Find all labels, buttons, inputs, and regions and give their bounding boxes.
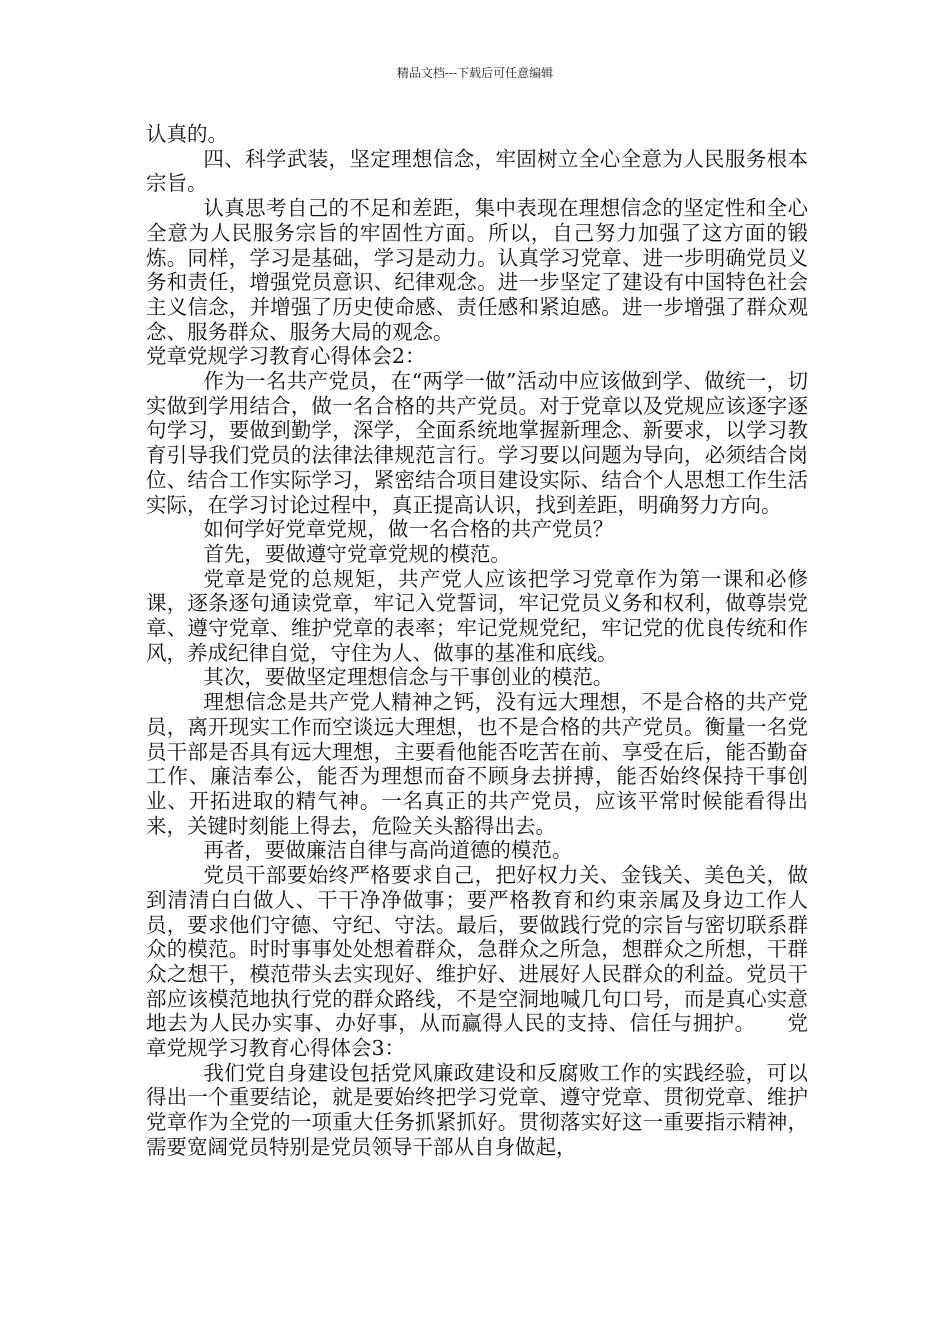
paragraph: 如何学好党章党规，做一名合格的共产党员？ <box>203 517 614 542</box>
paragraph: 理想信念是共产党人精神之钙，没有远大理想，不是合格的共产党员，离开现实工作而空谈远大理想，也不是合格的共产党员。衡量一名党员干部是否具有远大理想，主要看他能否吃苦在前、享受在后，能否勤奋工作、廉洁奉公，能否为理想而奋不顾身去拼搏，能否始终保持干事创业、开拓进取的精气神。一名真正的共产党员，应该平常时候能看得出来，关键时刻能上得去，危险关头豁得出去。 <box>146 690 808 838</box>
document-body <box>146 122 808 1160</box>
paragraph: 认真思考自己的不足和差距，集中表现在理想信念的坚定性和全心全意为人民服务宗旨的牢固性方面。所以，自己努力加强了这方面的锻炼。同样，学习是基础，学习是动力。认真学习党章、进一步明确党员义务和责任，增强党员意识、纪律观念。进一步坚定了建设有中国特色社会主义信念，并增强了历史使命感、责任感和紧迫感。进一步增强了群众观念、服务群众、服务大局的观念。 <box>146 196 808 344</box>
paragraph: 党章是党的总规矩，共产党人应该把学习党章作为第一课和必修课，逐条逐句通读党章，牢记入党誓词，牢记党员义务和权利，做尊崇党章、遵守党章、维护党章的表率；牢记党规党纪，牢记党的优良传统和作风，养成纪律自觉，守住为人、做事的基准和底线。 <box>146 566 808 665</box>
paragraph: 四、科学武装，坚定理想信念，牢固树立全心全意为人民服务根本宗旨。 <box>146 146 808 196</box>
paragraph: 其次，要做坚定理想信念与干事创业的模范。 <box>203 665 614 690</box>
paragraph: 首先，要做遵守党章党规的模范。 <box>203 541 511 566</box>
paragraph: 认真的。 <box>146 122 228 146</box>
paragraph: 党章党规学习教育心得体会2： <box>146 344 426 369</box>
paragraph: 作为一名共产党员，在“两学一做”活动中应该做到学、做统一，切实做到学用结合，做一名合格的共产党员。对于党章以及党规应该逐字逐句学习，要做到勤学，深学，全面系统地掌握新理念、新要求，以学习教育引导我们党员的法律法律规范言行。学习要以问题为导向，必须结合岗位、结合工作实际学习，紧密结合项目建设实际、结合个人思想工作生活实际，在学习讨论过程中，真正提高认识，找到差距，明确努力方向。 <box>146 369 808 517</box>
paragraph: 我们党自身建设包括党风廉政建设和反腐败工作的实践经验，可以得出一个重要结论，就是要始终把学习党章、遵守党章、贯彻党章、维护党章作为全党的一项重大任务抓紧抓好。贯彻落实好这一重要指示精神，需要宽阔党员特别是党员领导干部从自身做起， <box>146 1060 808 1159</box>
paragraph: 再者，要做廉洁自律与高尚道德的模范。 <box>203 838 573 863</box>
paragraph: 党员干部要始终严格要求自己，把好权力关、金钱关、美色关，做到清清白白做人、干干净净做事；要严格教育和约束亲属及身边工作人员，要求他们守德、守纪、守法。最后，要做践行党的宗旨与密切联系群众的模范。时时事事处处想着群众，急群众之所急，想群众之所想，干群众之想干，模范带头去实现好、维护好、进展好人民群众的利益。党员干部应该模范地执行党的群众路线，不是空洞地喊几句口号，而是真心实意地去为人民办实事、办好事，从而赢得人民的支持、信任与拥护。 党章党规学习教育心得体会3： <box>146 863 808 1061</box>
page-header: 精品文档---下载后可任意编辑 <box>396 66 554 80</box>
